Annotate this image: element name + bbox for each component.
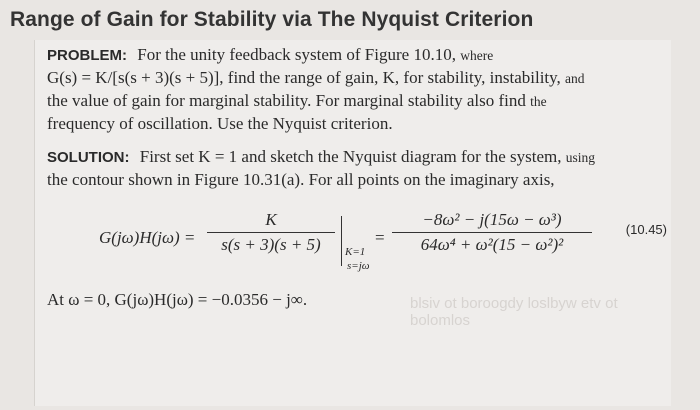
solution-paragraph (47, 146, 663, 191)
fraction2-denominator: 64ω⁴ + ω²(15 − ω²)² (420, 235, 564, 254)
problem-line2: G(s) = K/[s(s + 3)(s + 5)], find the range of gain, K, for stability, instability, (47, 68, 561, 87)
fraction1-numerator: K (265, 210, 277, 229)
fraction-k-over-s (207, 210, 335, 255)
solution-line1-tail: using (565, 150, 596, 165)
evaluation-bar (341, 216, 342, 266)
solution-line2: the contour shown in Figure 10.31(a). For all points on the imaginary axis, (47, 170, 555, 189)
equation-lhs: G(jω)H(jω) = (99, 228, 196, 247)
problem-line3-tail: the (530, 94, 547, 109)
problem-paragraph (47, 44, 663, 135)
page-title: Range of Gain for Stability via The Nyquist Criterion (10, 8, 534, 31)
problem-line1-tail: where (460, 48, 494, 63)
bleed-through-text: blsiv ot boroogdy loslbyw etv ot bolomlos (410, 295, 618, 329)
eval-subscript-k: K=1 (345, 246, 366, 258)
equation-10-45 (47, 210, 667, 270)
fraction-expanded (392, 210, 592, 255)
fraction2-numerator: −8ω² − j(15ω − ω³) (422, 210, 562, 229)
eval-subscript-s: s=jω (347, 260, 370, 272)
problem-line3: the value of gain for marginal stability. For marginal stability also find (47, 91, 526, 110)
problem-label: PROBLEM: (47, 47, 127, 64)
problem-line4: frequency of oscillation. Use the Nyquist criterion. (47, 114, 393, 133)
fraction1-denominator: s(s + 3)(s + 5) (221, 235, 321, 254)
last-line: At ω = 0, G(jω)H(jω) = −0.0356 − j∞. (47, 290, 308, 309)
solution-line1: First set K = 1 and sketch the Nyquist diagram for the system, (139, 147, 562, 166)
equals-sign: = (375, 228, 385, 247)
problem-line2-tail: and (565, 71, 585, 86)
textbook-problem-card (34, 40, 671, 406)
solution-label: SOLUTION: (47, 149, 130, 166)
problem-line1: For the unity feedback system of Figure 10.10, (137, 45, 456, 64)
equation-number: (10.45) (625, 222, 667, 237)
